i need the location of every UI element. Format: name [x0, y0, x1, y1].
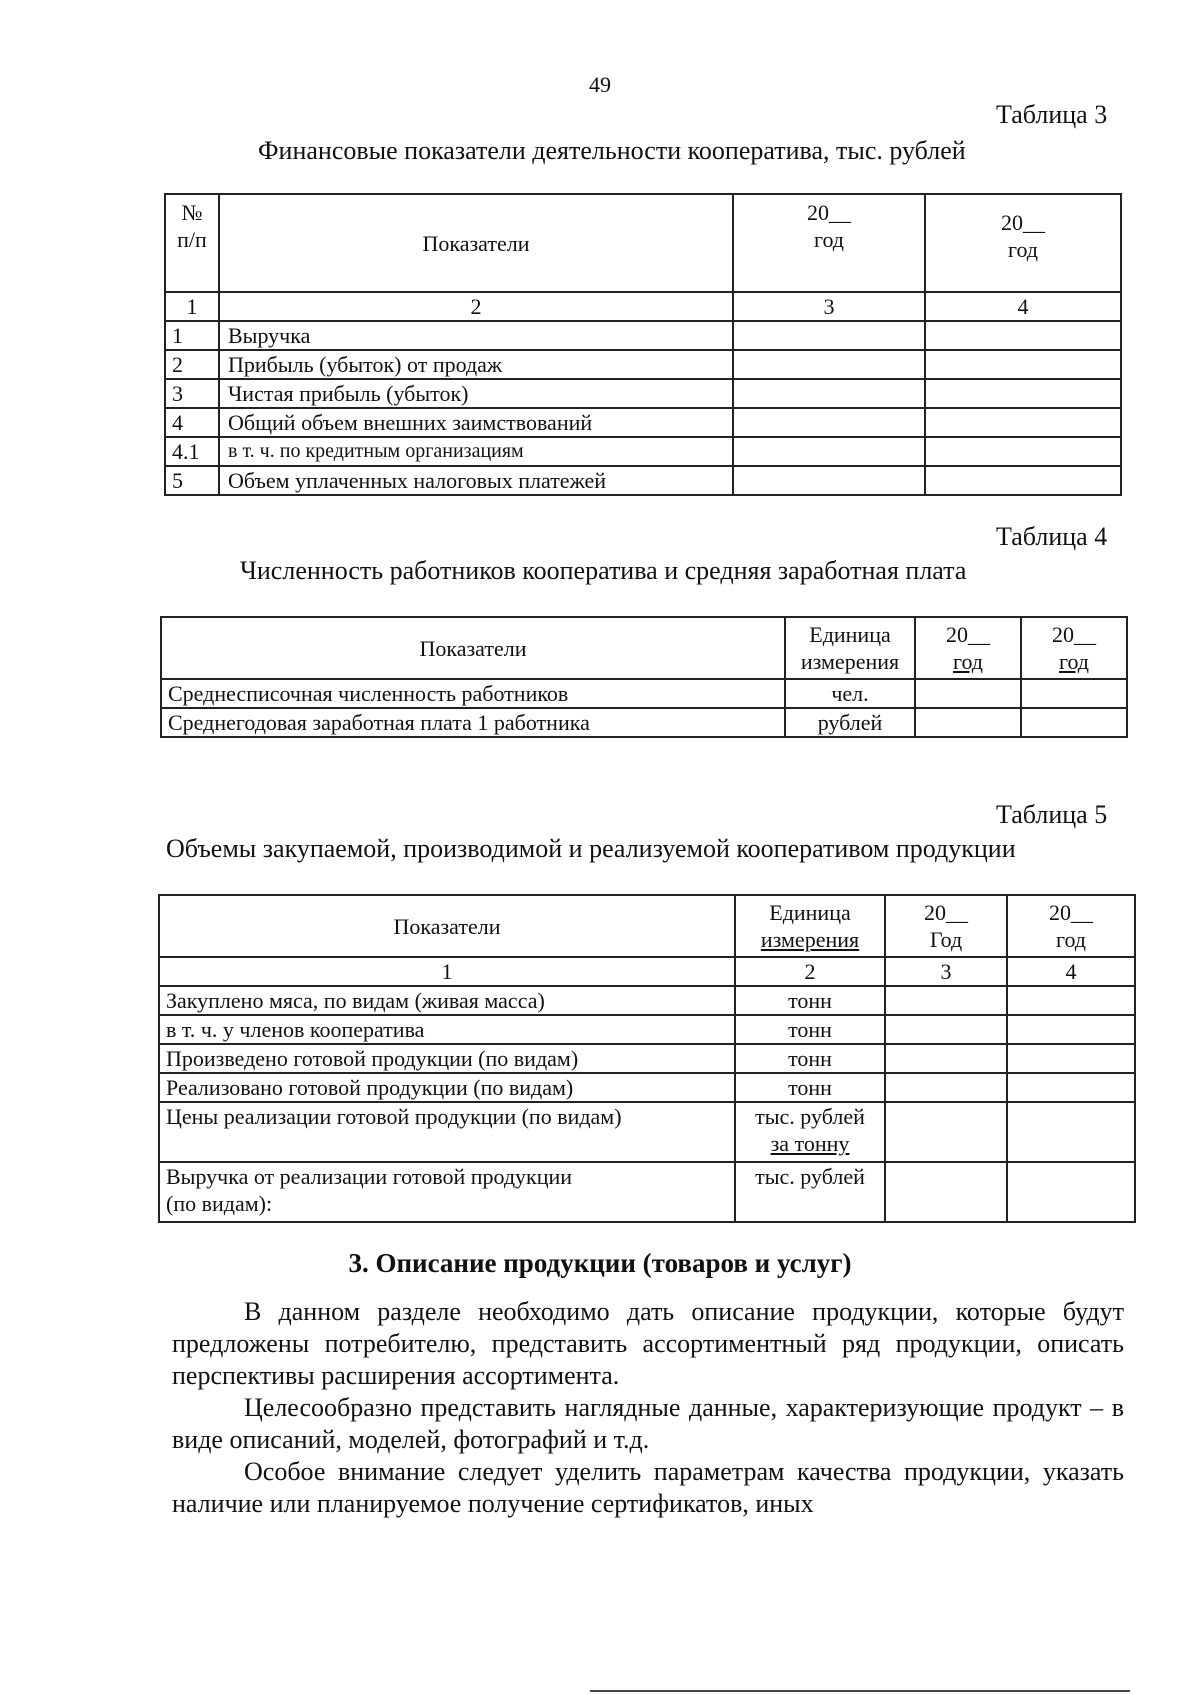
- bottom-rule: [590, 1690, 1130, 1692]
- page-number: 49: [589, 72, 611, 97]
- table4-header-unit-line1: Единица: [809, 622, 891, 647]
- table3-label: Таблица 3: [996, 100, 1108, 129]
- table3-header-year1: [733, 194, 925, 292]
- table4-header-year2-value: 20__: [1052, 622, 1096, 647]
- table-row: [159, 1073, 1135, 1102]
- row-unit-line2: за тонну: [770, 1131, 850, 1156]
- value-cell: [1007, 1015, 1135, 1044]
- table-row: [159, 1102, 1135, 1162]
- value-cell: [1007, 1102, 1135, 1162]
- value-cell: [915, 708, 1021, 737]
- table5-header-unit: [735, 895, 885, 957]
- value-cell: [885, 986, 1007, 1015]
- table4-header-year1-unit: год: [952, 649, 984, 674]
- table-row: [165, 379, 1121, 408]
- table5-colnum-row: [159, 957, 1135, 986]
- table3-colnum: 2: [219, 292, 733, 321]
- row-label: Чистая прибыль (убыток): [219, 379, 733, 408]
- row-label: Закуплено мяса, по видам (живая масса): [159, 986, 735, 1015]
- value-cell: [733, 466, 925, 495]
- table3-header-year1-value: 20__: [807, 200, 851, 225]
- row-unit: тыс. рублей: [735, 1162, 885, 1222]
- row-label: Общий объем внешних заимствований: [219, 408, 733, 437]
- table4-header-unit-line2: измерения: [800, 649, 900, 674]
- table5-header-year2-value: 20__: [1049, 900, 1093, 925]
- table5-header-indicator: Показатели: [159, 895, 735, 957]
- table3-header-indicator: Показатели: [219, 194, 733, 292]
- row-label: в т. ч. по кредитным организациям: [219, 437, 733, 466]
- row-label: [159, 1162, 735, 1222]
- table4-header-indicator: Показатели: [161, 617, 785, 679]
- table5-colnum: 4: [1007, 957, 1135, 986]
- table5-header-year2-unit: год: [1055, 927, 1087, 952]
- table3-title: Финансовые показатели деятельности кооператива, тыс. рублей: [258, 136, 966, 165]
- table-row: [165, 350, 1121, 379]
- row-number: 4: [165, 408, 219, 437]
- value-cell: [1021, 679, 1127, 708]
- value-cell: [925, 437, 1121, 466]
- table5-header-year2: [1007, 895, 1135, 957]
- row-unit: рублей: [785, 708, 915, 737]
- value-cell: [925, 466, 1121, 495]
- value-cell: [885, 1044, 1007, 1073]
- table5: [158, 894, 1136, 1223]
- table-row: [159, 986, 1135, 1015]
- row-label-line2: (по видам):: [166, 1191, 273, 1216]
- value-cell: [733, 379, 925, 408]
- row-number: 2: [165, 350, 219, 379]
- section-paragraph: Особое внимание следует уделить параметрам качества продукции, указать наличие или планируемое получение сертификатов, иных: [172, 1457, 1124, 1518]
- table3-header-year2: [925, 194, 1121, 292]
- table3-header-row: [165, 194, 1121, 292]
- row-label: Произведено готовой продукции (по видам): [159, 1044, 735, 1073]
- table4-header-row: [161, 617, 1127, 679]
- value-cell: [1007, 1044, 1135, 1073]
- row-label: Выручка: [219, 321, 733, 350]
- table4-label: Таблица 4: [996, 522, 1108, 551]
- row-label: Прибыль (убыток) от продаж: [219, 350, 733, 379]
- table3-colnum: 3: [733, 292, 925, 321]
- row-unit-line1: тыс. рублей: [755, 1104, 865, 1129]
- row-unit: чел.: [785, 679, 915, 708]
- row-number: 1: [165, 321, 219, 350]
- table4-title: Численность работников кооператива и средняя заработная плата: [240, 556, 967, 585]
- value-cell: [925, 408, 1121, 437]
- table5-title: Объемы закупаемой, производимой и реализуемой кооперативом продукции: [166, 834, 1016, 863]
- value-cell: [925, 350, 1121, 379]
- table3: [164, 193, 1122, 496]
- table5-header-row: [159, 895, 1135, 957]
- section-heading: 3. Описание продукции (товаров и услуг): [348, 1248, 852, 1278]
- table-row: [165, 437, 1121, 466]
- table4-header-year2-unit: год: [1058, 649, 1090, 674]
- value-cell: [885, 1015, 1007, 1044]
- row-label-line1: Выручка от реализации готовой продукции: [166, 1164, 573, 1189]
- table-row: [159, 1015, 1135, 1044]
- table3-colnum: 4: [925, 292, 1121, 321]
- table5-colnum: 2: [735, 957, 885, 986]
- table3-header-year2-value: 20__: [1001, 210, 1045, 235]
- table5-header-year1-unit: Год: [929, 927, 963, 952]
- row-label: Реализовано готовой продукции (по видам): [159, 1073, 735, 1102]
- table5-header-unit-line1: Единица: [769, 900, 851, 925]
- section-paragraph: Целесообразно представить наглядные данные, характеризующие продукт – в виде описаний, моделей, фотографий и т.д.: [172, 1393, 1124, 1454]
- row-unit: [735, 1102, 885, 1162]
- row-label: Объем уплаченных налоговых платежей: [219, 466, 733, 495]
- section-paragraph: В данном разделе необходимо дать описание продукции, которые будут предложены потребителю, представить ассортиментный ряд продукции, описать перспективы расширения ассортимента.: [172, 1297, 1124, 1390]
- row-unit: тонн: [735, 986, 885, 1015]
- table4-header-unit: [785, 617, 915, 679]
- table4-header-year1-value: 20__: [946, 622, 990, 647]
- table5-colnum: 3: [885, 957, 1007, 986]
- value-cell: [885, 1162, 1007, 1222]
- table4-header-year2: [1021, 617, 1127, 679]
- row-label: Среднегодовая заработная плата 1 работника: [161, 708, 785, 737]
- value-cell: [885, 1102, 1007, 1162]
- table-row: [161, 679, 1127, 708]
- value-cell: [885, 1073, 1007, 1102]
- table3-header-year2-unit: год: [1007, 237, 1039, 262]
- table3-colnum-row: [165, 292, 1121, 321]
- table5-colnum: 1: [159, 957, 735, 986]
- row-number: 3: [165, 379, 219, 408]
- table3-colnum: 1: [165, 292, 219, 321]
- value-cell: [733, 350, 925, 379]
- row-label: Цены реализации готовой продукции (по видам): [159, 1102, 735, 1162]
- table-row: [161, 708, 1127, 737]
- value-cell: [1007, 1162, 1135, 1222]
- value-cell: [1007, 986, 1135, 1015]
- row-label: Среднесписочная численность работников: [161, 679, 785, 708]
- value-cell: [915, 679, 1021, 708]
- table5-header-year1-value: 20__: [924, 900, 968, 925]
- value-cell: [733, 321, 925, 350]
- table4-header-year1: [915, 617, 1021, 679]
- table5-header-unit-line2: измерения: [760, 927, 860, 952]
- row-label: в т. ч. у членов кооператива: [159, 1015, 735, 1044]
- row-number: 4.1: [165, 437, 219, 466]
- row-unit: тонн: [735, 1015, 885, 1044]
- value-cell: [925, 321, 1121, 350]
- row-unit: тонн: [735, 1073, 885, 1102]
- table-row: [165, 408, 1121, 437]
- row-number: 5: [165, 466, 219, 495]
- table5-header-year1: [885, 895, 1007, 957]
- value-cell: [733, 437, 925, 466]
- table4: [160, 616, 1128, 738]
- table5-label: Таблица 5: [996, 800, 1108, 829]
- table-row: [159, 1044, 1135, 1073]
- table-row: [165, 321, 1121, 350]
- table-row: [165, 466, 1121, 495]
- table-row: [159, 1162, 1135, 1222]
- row-unit: тонн: [735, 1044, 885, 1073]
- value-cell: [1007, 1073, 1135, 1102]
- value-cell: [925, 379, 1121, 408]
- table3-header-num: № п/п: [165, 194, 219, 292]
- value-cell: [1021, 708, 1127, 737]
- table3-header-year1-unit: год: [813, 227, 845, 252]
- value-cell: [733, 408, 925, 437]
